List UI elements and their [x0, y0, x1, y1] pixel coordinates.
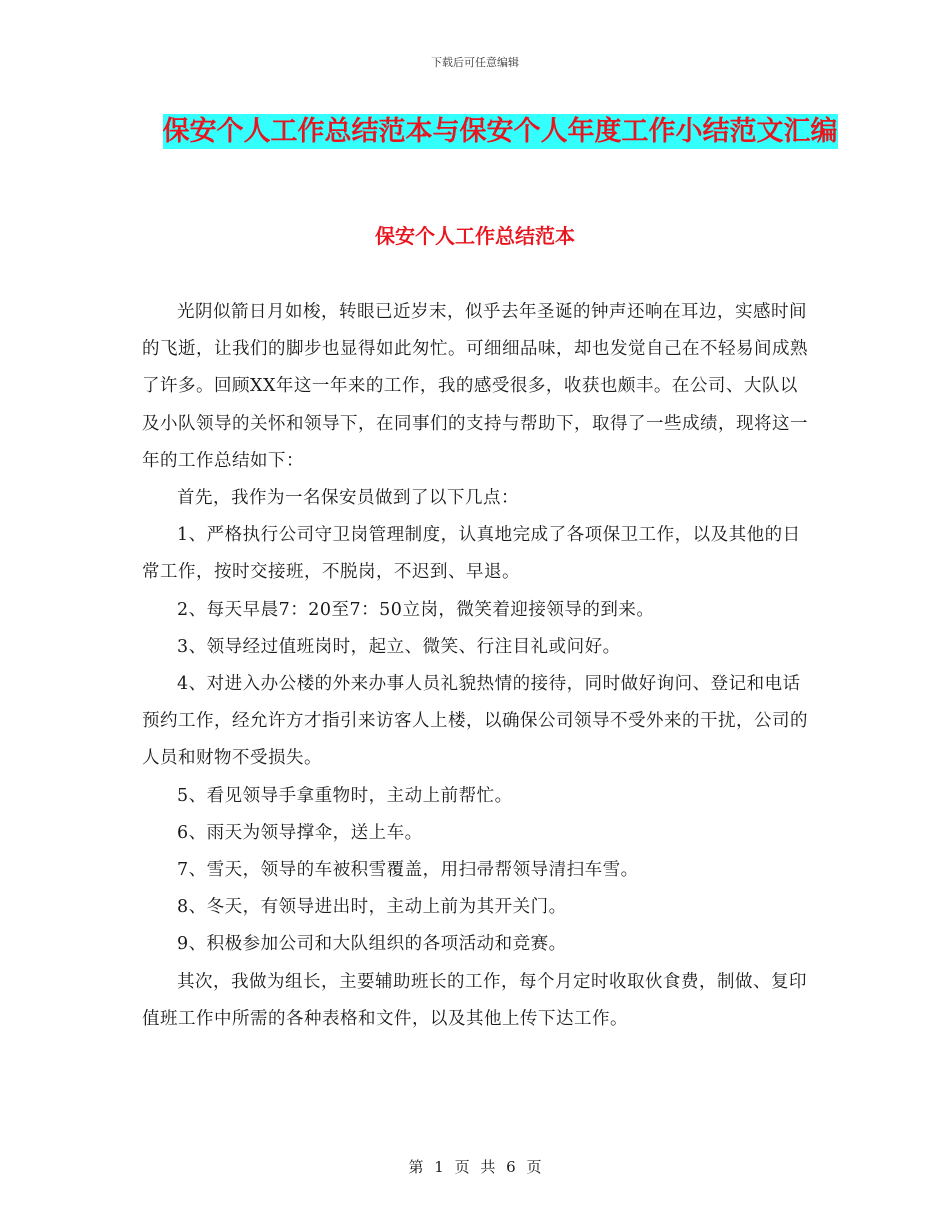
document-title — [130, 110, 870, 154]
paragraph: 7、雪天，领导的车被积雪覆盖，用扫帚帮领导清扫车雪。 — [177, 860, 639, 881]
paragraph: 其次，我做为组长，主要辅助班长的工作，每个月定时收取伙食费，制做、复印值班工作中所需的各种表格和文件，以及其他上传下达工作。 — [142, 971, 807, 1029]
header-note: 下载后可任意编辑 — [431, 56, 519, 69]
section-title: 保安个人工作总结范本 — [375, 224, 575, 248]
paragraph: 8、冬天，有领导进出时，主动上前为其开关门。 — [177, 897, 567, 918]
paragraph: 9、积极参加公司和大队组织的各项活动和竞赛。 — [177, 934, 567, 955]
paragraph: 1、严格执行公司守卫岗管理制度，认真地完成了各项保卫工作，以及其他的日常工作，按时交接班，不脱岗，不迟到、早退。 — [142, 525, 801, 583]
document-title-text: 保安个人工作总结范本与保安个人年度工作小结范文汇编 — [162, 116, 838, 147]
paragraph: 6、雨天为领导撑伞，送上车。 — [177, 822, 423, 843]
paragraph: 5、看见领导手拿重物时，主动上前帮忙。 — [177, 785, 513, 806]
paragraph: 2、每天早晨7：20至7：50立岗，微笑着迎接领导的到来。 — [177, 599, 655, 620]
paragraph: 首先，我作为一名保安员做到了以下几点： — [177, 488, 519, 509]
page-footer: 第 1 页 共 6 页 — [408, 1158, 542, 1176]
paragraph: 3、领导经过值班岗时，起立、微笑、行注目礼或问好。 — [177, 636, 621, 657]
paragraph: 4、对进入办公楼的外来办事人员礼貌热情的接待，同时做好询问、登记和电话预约工作，经允许方才指引来访客人上楼，以确保公司领导不受外来的干扰，公司的人员和财物不受损失。 — [142, 674, 808, 769]
body-text — [142, 294, 812, 1038]
paragraph: 光阴似箭日月如梭，转眼已近岁末，似乎去年圣诞的钟声还响在耳边，实感时间的飞逝，让我们的脚步也显得如此匆忙。可细细品味，却也发觉自己在不轻易间成熟了许多。回顾XX年这一年来的工作，我的感受很多，收获也颇丰。在公司、大队以及小队领导的关怀和领导下，在同事们的支持与帮助下，取得了一些成绩，现将这一年的工作总结如下： — [142, 302, 808, 471]
